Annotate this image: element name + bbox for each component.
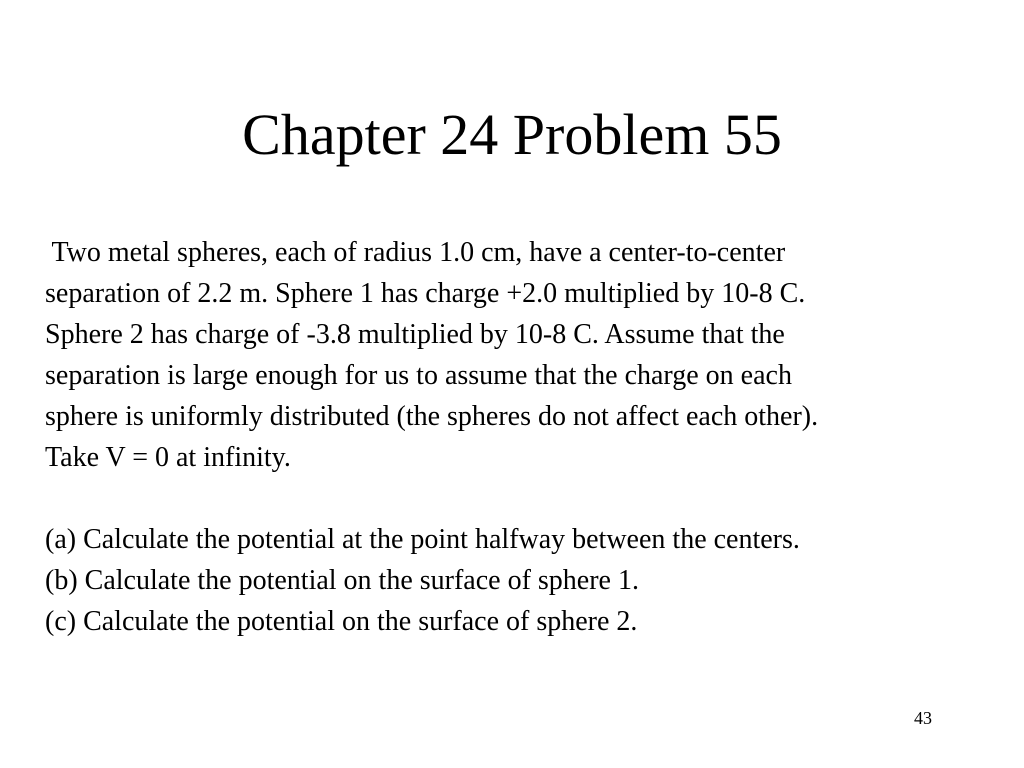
question-c: (c) Calculate the potential on the surface of sphere 2. — [45, 606, 638, 637]
question-b: (b) Calculate the potential on the surface of sphere 1. — [45, 565, 639, 596]
slide-title: Chapter 24 Problem 55 — [242, 102, 782, 167]
problem-line: Sphere 2 has charge of -3.8 multiplied by 10-8 C. Assume that the — [45, 319, 785, 350]
problem-line: Two metal spheres, each of radius 1.0 cm, have a center-to-center — [45, 237, 786, 268]
problem-line: sphere is uniformly distributed (the spheres do not affect each other). — [45, 401, 819, 432]
question-a: (a) Calculate the potential at the point halfway between the centers. — [45, 524, 800, 555]
paragraph-gap — [45, 478, 1005, 519]
problem-body — [45, 232, 1005, 642]
page-number: 43 — [914, 708, 932, 728]
problem-line: Take V = 0 at infinity. — [45, 442, 291, 473]
problem-line: separation of 2.2 m. Sphere 1 has charge +2.0 multiplied by 10-8 C. — [45, 278, 806, 309]
problem-line: separation is large enough for us to assume that the charge on each — [45, 360, 792, 391]
